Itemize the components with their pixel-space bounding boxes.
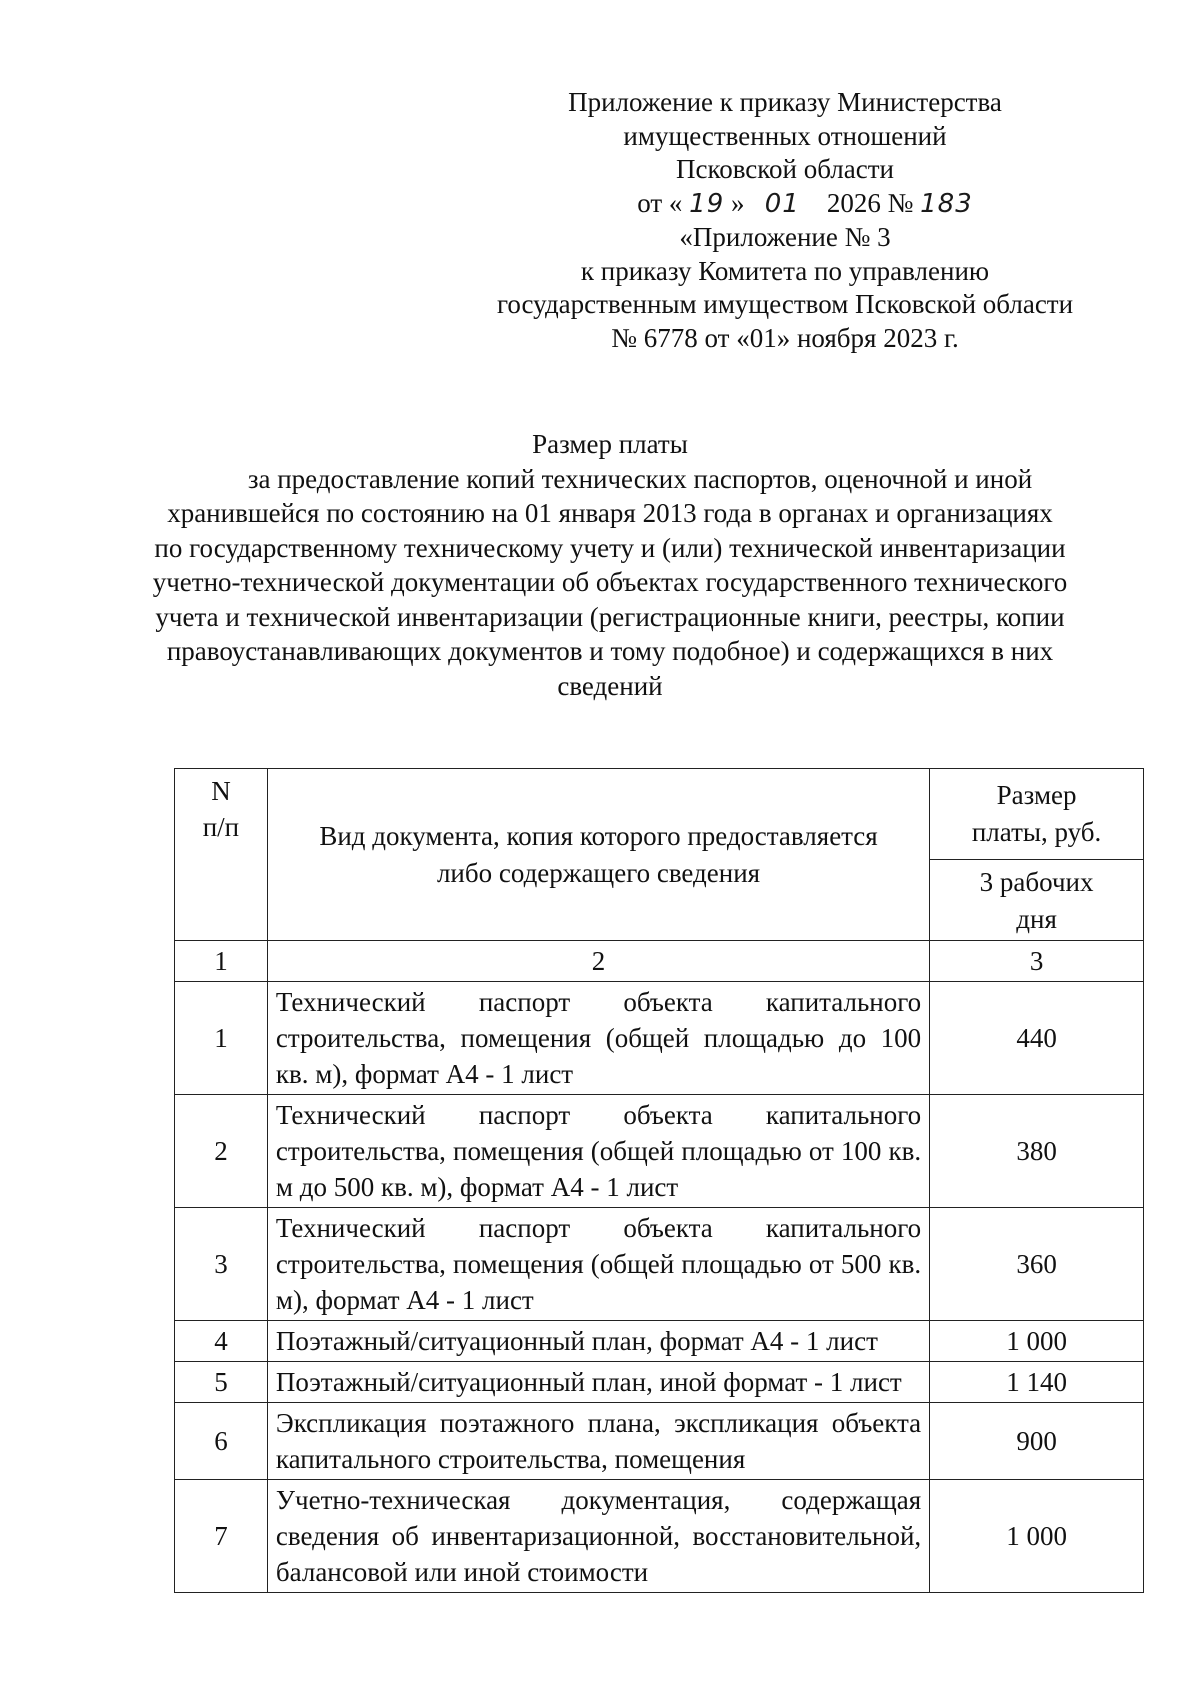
row-description: Экспликация поэтажного плана, экспликация объекта капитального строительства, помещения: [267, 1403, 929, 1480]
header-doc-cell: [267, 769, 929, 941]
row-number: 3: [175, 1208, 268, 1321]
header-doc-line1: Вид документа, копия которого предоставляется: [319, 820, 878, 851]
date-prefix: от «: [637, 187, 683, 218]
title-line: хранившейся по состоянию на 01 января 2013 года в органах и организациях: [167, 498, 1053, 528]
table-row: [175, 1208, 1144, 1321]
column-number: 1: [175, 941, 268, 982]
header-line: имущественных отношений: [623, 120, 947, 151]
table-header-row: [175, 769, 1144, 860]
header-date-line: [420, 187, 1150, 222]
row-price: 900: [930, 1403, 1144, 1480]
title-line: по государственному техническому учету и (или) технической инвентаризации: [154, 532, 1066, 563]
row-price: 440: [930, 982, 1144, 1095]
header-days-line1: 3 рабочих: [979, 867, 1094, 897]
column-number: 3: [930, 941, 1144, 982]
row-number: 5: [175, 1362, 268, 1403]
row-number: 7: [175, 1480, 268, 1593]
header-days-cell: [930, 860, 1144, 941]
column-number-row: [175, 941, 1144, 982]
handwritten-day: 19: [689, 188, 725, 219]
header-line: государственным имуществом Псковской области: [496, 289, 1074, 319]
handwritten-month: 01: [764, 188, 800, 219]
header-num-line1: N: [211, 776, 231, 806]
table-row: [175, 1321, 1144, 1362]
title-line: сведений: [557, 670, 663, 701]
table-row: [175, 982, 1144, 1095]
row-number: 4: [175, 1321, 268, 1362]
header-line: к приказу Комитета по управлению: [580, 255, 990, 286]
title-line: правоустанавливающих документов и тому подобное) и содержащихся в них: [166, 636, 1054, 666]
column-number: 2: [267, 941, 929, 982]
header-num-line2: п/п: [202, 812, 240, 842]
header-num-cell: [175, 769, 268, 941]
date-year-no: 2026 №: [826, 187, 914, 218]
header-doc-line2: либо содержащего сведения: [436, 857, 761, 888]
header-size-line1: Размер: [996, 780, 1077, 810]
row-number: 6: [175, 1403, 268, 1480]
appendix-header: [420, 86, 1150, 355]
header-days-line2: дня: [1016, 904, 1057, 934]
title-line: учета и технической инвентаризации (регистрационные книги, реестры, копии: [155, 601, 1065, 632]
row-description: Технический паспорт объекта капитального строительства, помещения (общей площадью от 100 кв. м до 500 кв. м), формат А4 - 1 лист: [267, 1095, 929, 1208]
row-description: Технический паспорт объекта капитального строительства, помещения (общей площадью от 500 кв. м), формат А4 - 1 лист: [267, 1208, 929, 1321]
table-row: [175, 1095, 1144, 1208]
header-line: № 6778 от «01» ноября 2023 г.: [611, 322, 959, 353]
header-line: «Приложение № 3: [679, 222, 891, 252]
document-title: [130, 427, 1090, 703]
header-size-cell: [930, 769, 1144, 860]
row-description: Поэтажный/ситуационный план, формат А4 - 1 лист: [267, 1321, 929, 1362]
row-price: 1 000: [930, 1321, 1144, 1362]
row-description: Учетно-техническая документация, содержащая сведения об инвентаризационной, восстановительной, балансовой или иной стоимости: [267, 1480, 929, 1593]
row-description: Поэтажный/ситуационный план, иной формат - 1 лист: [267, 1362, 929, 1403]
header-line: Псковской области: [675, 154, 894, 184]
row-price: 1 140: [930, 1362, 1144, 1403]
handwritten-number: 183: [920, 188, 973, 219]
row-number: 1: [175, 982, 268, 1095]
title-heading: Размер платы: [532, 429, 688, 459]
table-row: [175, 1480, 1144, 1593]
table-row: [175, 1362, 1144, 1403]
header-line: Приложение к приказу Министерства: [568, 87, 1002, 117]
title-line: учетно-технической документации об объектах государственного технического: [152, 567, 1068, 597]
date-mid: »: [731, 187, 745, 218]
row-description: Технический паспорт объекта капитального строительства, помещения (общей площадью до 100 кв. м), формат А4 - 1 лист: [267, 982, 929, 1095]
row-price: 380: [930, 1095, 1144, 1208]
fee-table: [174, 768, 1144, 1593]
row-price: 360: [930, 1208, 1144, 1321]
table-row: [175, 1403, 1144, 1480]
row-number: 2: [175, 1095, 268, 1208]
row-price: 1 000: [930, 1480, 1144, 1593]
header-size-line2: платы, руб.: [971, 817, 1102, 847]
title-line: за предоставление копий технических паспортов, оценочной и иной: [247, 463, 1033, 494]
